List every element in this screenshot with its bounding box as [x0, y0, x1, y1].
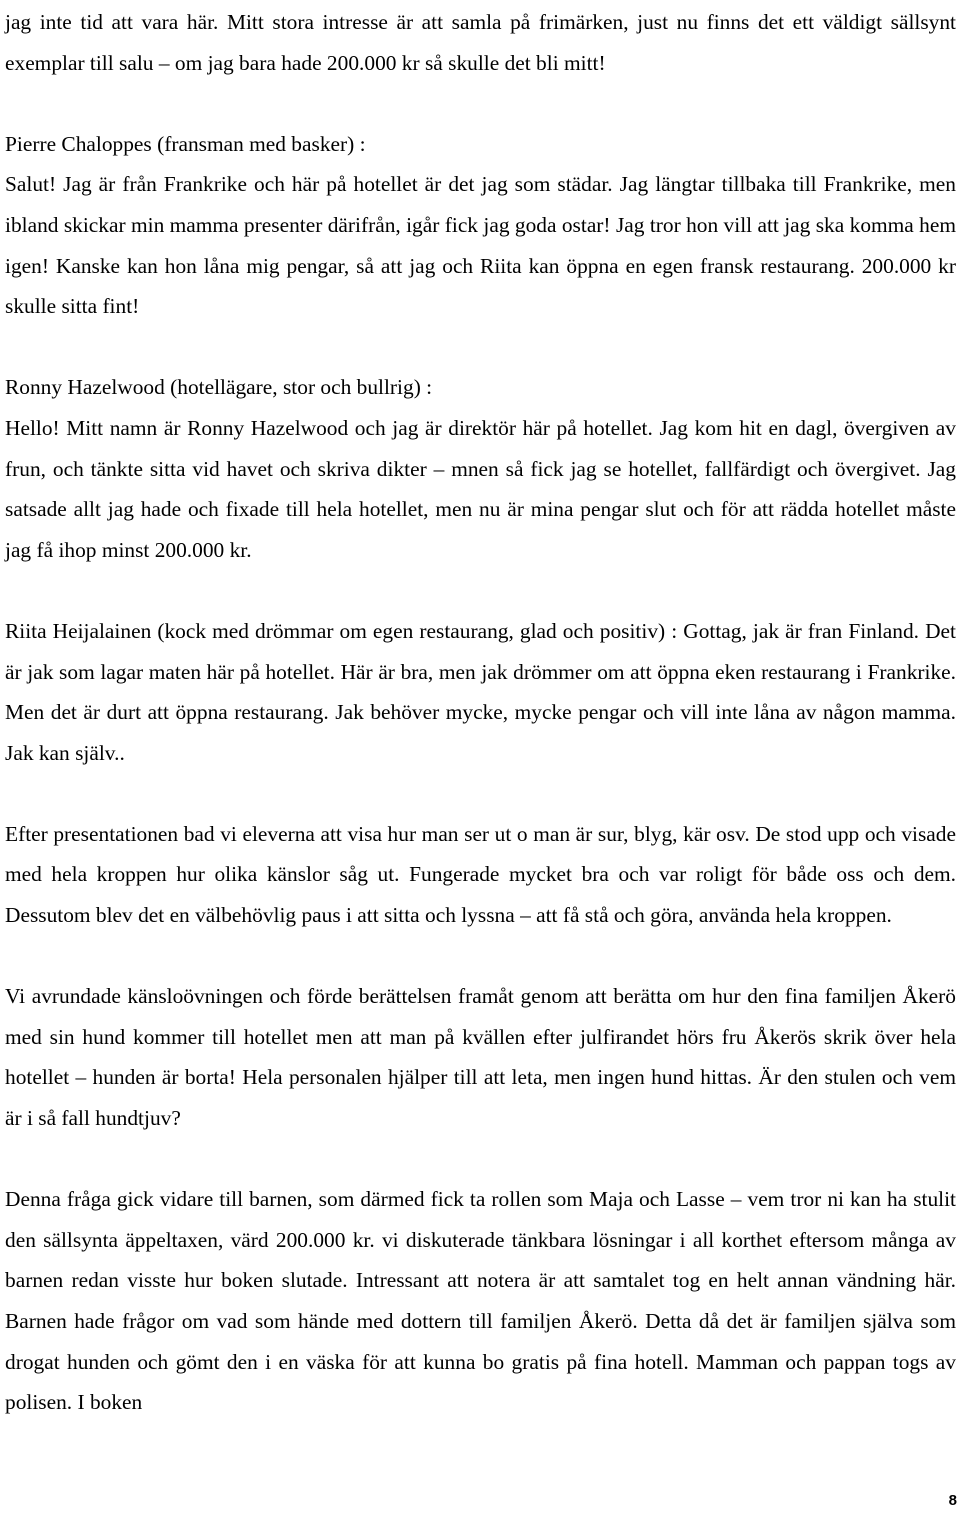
page-number: 8 [948, 1492, 957, 1509]
paragraph-story-continues: Vi avrundade känsloövningen och förde berättelsen framåt genom att berätta om hur den fina familjen Åkerö med sin hund kommer till hotellet men att man på kvällen efter julfirandet hörs fru Åkerös skrik över hela hotellet – hunden är borta! Hela personalen hjälper till att leta, men ingen hund hittas. Är den stulen och vem är i så fall hundtjuv? [5, 984, 956, 1131]
paragraph-spacer [5, 83, 956, 124]
paragraph-spacer [5, 773, 956, 814]
paragraph-pierre-chaloppes: Pierre Chaloppes (fransman med basker) : Salut! Jag är från Frankrike och här på hotellet är det jag som städar. Jag längtar tillbaka till Frankrike, men ibland skickar min mamma presenter därifrån, igår fick jag goda ostar! Jag tror hon vill att jag ska komma hem igen! Kanske kan hon låna mig pengar, så att jag och Riita kan öppna en egen fransk restaurang. 200.000 kr skulle sitta fint! [5, 131, 956, 319]
paragraph-spacer [5, 327, 956, 368]
paragraph-spacer [5, 936, 956, 977]
paragraph-ronny-hazelwood: Ronny Hazelwood (hotellägare, stor och bullrig) : Hello! Mitt namn är Ronny Hazelwood och jag är direktör här på hotellet. Jag kom hit en dagl, övergiven av frun, och tänkte sitta vid havet och skriva dikter – mnen så fick jag se hotellet, fallfärdigt och övergivet. Jag satsade allt jag hade och fixade till hela hotellet, men nu är mina pengar slut och för att rädda hotellet måste jag få ihop minst 200.000 kr. [5, 375, 956, 562]
paragraph-after-presentation: Efter presentationen bad vi eleverna att visa hur man ser ut o man är sur, blyg, kär osv. De stod upp och visade med hela kroppen hur olika känslor såg ut. Fungerade mycket bra och var roligt för både oss och dem. Dessutom blev det en välbehövlig paus i att sitta och lyssna – att få stå och göra, använda hela kroppen. [5, 821, 956, 928]
paragraph-spacer [5, 570, 956, 611]
paragraph-question-to-children: Denna fråga gick vidare till barnen, som därmed fick ta rollen som Maja och Lasse – vem tror ni kan ha stulit den sällsynta äppeltaxen, värd 200.000 kr. vi diskuterade tänkbara lösningar i all korthet eftersom många av barnen redan visste hur boken slutade. Intressant att notera är att samtalet tog en helt annan vändning här. Barnen hade frågor om vad som hände med dottern till familjen Åkerö. Detta då det är familjen själva som drogat hunden och gömt den i en väska för att kunna bo gratis på fina hotell. Mamman och pappan togs av polisen. I boken [5, 1187, 956, 1415]
paragraph-spacer [5, 1139, 956, 1180]
paragraph-riita-heijalainen: Riita Heijalainen (kock med drömmar om egen restaurang, glad och positiv) : Gottag, jak är fran Finland. Det är jak som lagar maten här på hotellet. Här är bra, men jak drömmer om att öppna eken restaurang i Frankrike. Men det är durt att öppna restaurang. Jak behöver mycke, mycke pengar och vill inte låna av någon mamma. Jak kan själv.. [5, 618, 956, 765]
paragraph-stamp-collector: jag inte tid att vara här. Mitt stora intresse är att samla på frimärken, just nu finns det ett väldigt sällsynt exemplar till salu – om jag bara hade 200.000 kr så skulle det bli mitt! [5, 10, 956, 75]
